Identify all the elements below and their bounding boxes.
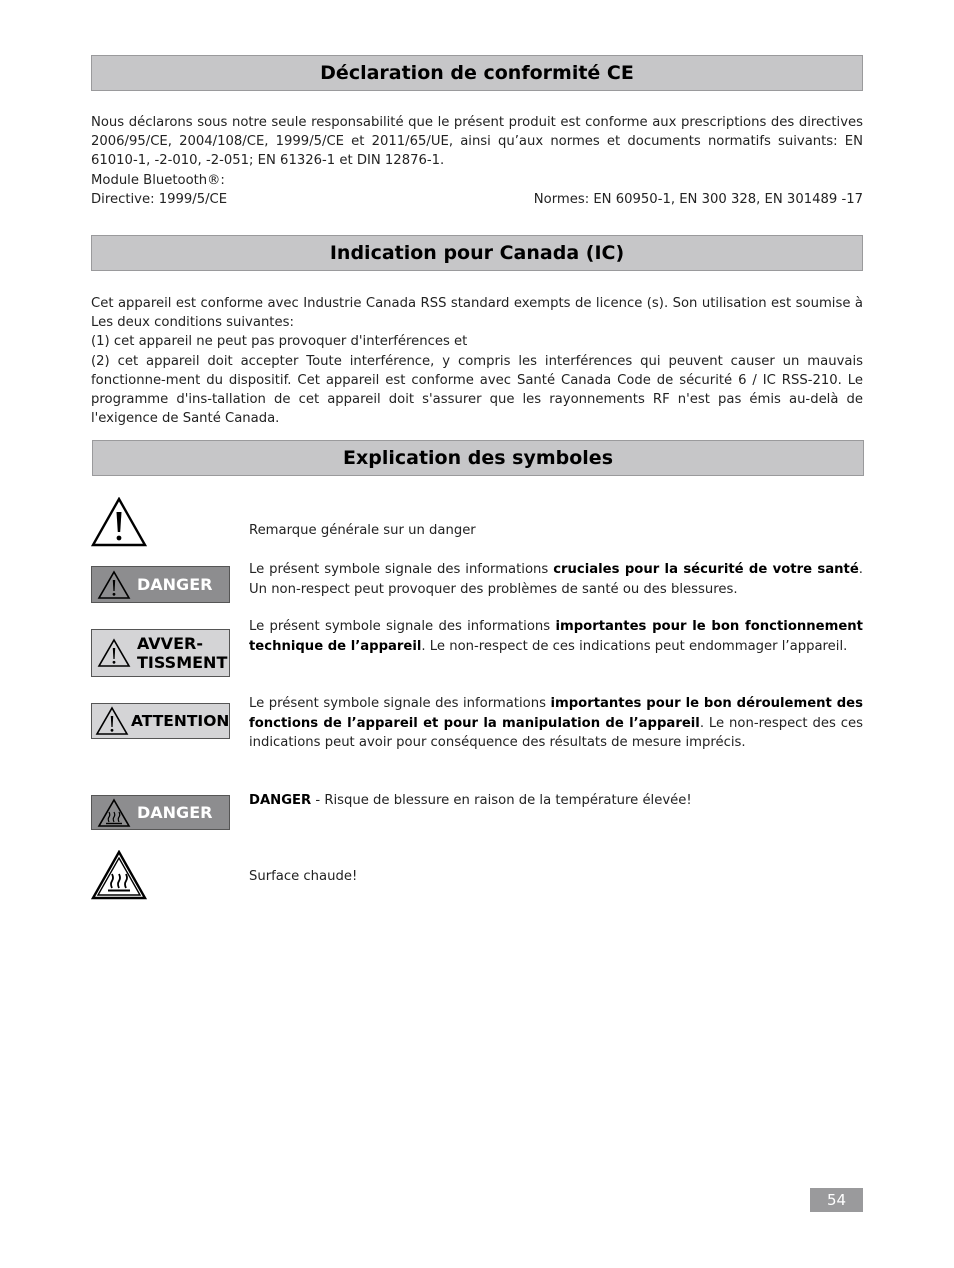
bluetooth-module-label: Module Bluetooth®: (91, 172, 225, 188)
page-number: 54 (810, 1188, 863, 1212)
hot-surface-text: Surface chaude! (249, 869, 358, 884)
section-header-canada: Indication pour Canada (IC) (91, 235, 863, 271)
warning-badge (91, 629, 230, 677)
canada-intro: Cet appareil est conforme avec Industrie Canada RSS standard exempts de licence (s). Son utilisation est soumise à Les deux conditions suivantes: (91, 296, 863, 331)
bluetooth-directive: Directive: 1999/5/CE (91, 191, 228, 207)
canada-condition-2: (2) cet appareil doit accepter Toute interférence, y compris les interférences qui peuvent causer un mauvais fonctionne-ment du dispositif. Cet appareil est conforme avec Santé Canada Code de sécurité 6 / IC RSS-210. Le programme d'ins-tallation de cet appareil doit s'assurer que les rayonnements RF n'est pas émis au-delà de l'exigence de Santé Canada. (91, 353, 863, 427)
danger-hot-description: DANGER - Risque de blessure en raison de la température élevée! (249, 793, 692, 808)
hot-surface-icon (97, 798, 131, 828)
danger-badge (91, 566, 230, 603)
warning-triangle-icon (97, 638, 131, 668)
danger-hot-badge-label: DANGER (137, 803, 213, 822)
danger-hot-badge (91, 795, 230, 830)
warning-triangle-icon (95, 706, 129, 736)
section-header-symbols: Explication des symboles (92, 440, 864, 476)
canada-condition-1: (1) cet appareil ne peut pas provoquer d'interférences et (91, 334, 468, 350)
danger-description: Le présent symbole signale des informations cruciales pour la sécurité de votre santé. Un non-respect peut provoquer des problèmes de santé ou des blessures. (249, 562, 863, 597)
warning-description: Le présent symbole signale des informations importantes pour le bon fonctionnement technique de l’appareil. Le non-respect de ces indications peut endommager l’appareil. (249, 619, 863, 654)
danger-badge-label: DANGER (137, 575, 213, 594)
general-danger-text: Remarque générale sur un danger (249, 523, 476, 538)
bluetooth-norms: Normes: EN 60950-1, EN 300 328, EN 301489 -17 (533, 191, 863, 207)
warning-triangle-icon (97, 570, 131, 600)
attention-badge (91, 703, 230, 739)
hot-surface-icon (91, 850, 147, 900)
warning-badge-label: AVVER- TISSMENT (137, 634, 228, 672)
bluetooth-directive-row (91, 190, 863, 209)
warning-triangle-icon (91, 497, 147, 547)
attention-description: Le présent symbole signale des informations importantes pour le bon déroulement des fonctions de l’appareil et pour la manipulation de l’appareil. Le non-respect des ces indications peut avoir pour conséquence des résultats de mesure imprécis. (249, 696, 863, 750)
ce-declaration-text (91, 113, 863, 209)
section-header-ce: Déclaration de conformité CE (91, 55, 863, 91)
attention-badge-label: ATTENTION (131, 711, 230, 730)
ce-paragraph: Nous déclarons sous notre seule responsabilité que le présent produit est conforme aux prescriptions des directives 2006/95/CE, 2004/108/CE, 1999/5/CE et 2011/65/UE, ainsi qu’aux normes et documents normatifs suivants: EN 61010-1, -2-010, -2-051; EN 61326-1 et DIN 12876-1. (91, 115, 863, 169)
canada-text (91, 294, 863, 428)
